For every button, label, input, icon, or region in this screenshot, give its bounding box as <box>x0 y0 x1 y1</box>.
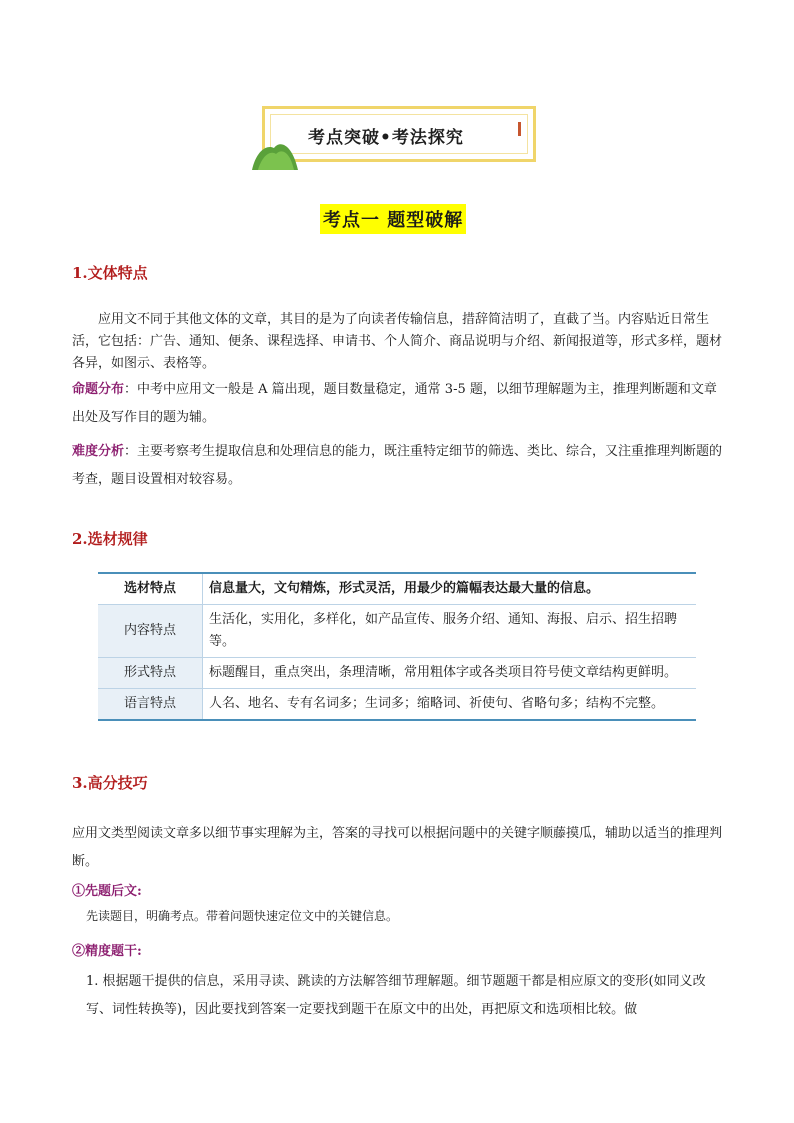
tips-intro: 应用文类型阅读文章多以细节事实理解为主，答案的寻找可以根据问题中的关键字顺藤摸瓜，辅助以适当的推理判断。 <box>72 826 723 869</box>
table-row <box>98 605 696 658</box>
tip1-label: ①先题后文: <box>72 884 142 899</box>
tip2-number: 1. <box>86 974 99 989</box>
heading-material-rules: 2.选材规律 <box>72 530 148 548</box>
table-row <box>98 658 696 689</box>
heading-style-features: 1.文体特点 <box>72 264 148 282</box>
tip2-item <box>86 968 726 1024</box>
table-row <box>98 689 696 721</box>
table-row <box>98 573 696 605</box>
difficulty-analysis-label: 难度分析 <box>72 444 125 459</box>
heading-scoring-tips: 3.高分技巧 <box>72 774 148 792</box>
difficulty-analysis-text: ：主要考察考生提取信息和处理信息的能力，既注重特定细节的筛选、类比、综合，又注重推理判断题的考查，题目设置相对较容易。 <box>72 444 723 487</box>
table-value: 人名、地名、专有名词多；生词多；缩略词、祈使句、省略句多；结构不完整。 <box>203 689 697 721</box>
exam-distribution-text: ：中考中应用文一般是 A 篇出现，题目数量稳定，通常 3-5 题，以细节理解题为主，推理判断题和文章出处及写作目的题为辅。 <box>72 382 717 425</box>
section-title: 考点一 题型破解 <box>320 204 466 234</box>
exam-distribution <box>72 376 724 432</box>
table-value: 生活化，实用化，多样化，如产品宣传、服务介绍、通知、海报、启示、招生招聘等。 <box>203 605 697 658</box>
tip1-text: 先读题目，明确考点。带着问题快速定位文中的关键信息。 <box>86 909 399 923</box>
banner-title: 考点突破•考法探究 <box>308 128 464 148</box>
table-key: 形式特点 <box>98 658 203 689</box>
difficulty-analysis <box>72 438 724 494</box>
table-value: 信息量大，文句精炼，形式灵活，用最少的篇幅表达最大量的信息。 <box>203 573 697 605</box>
banner-accent-mark <box>518 122 521 136</box>
table-value: 标题醒目，重点突出，条理清晰，常用粗体字或各类项目符号使文章结构更鲜明。 <box>203 658 697 689</box>
section-banner <box>252 104 540 166</box>
table-key: 选材特点 <box>98 573 203 605</box>
tip2-text: 根据题干提供的信息，采用寻读、跳读的方法解答细节理解题。细节题题干都是相应原文的变形(如同义改写、词性转换等)，因此要找到答案一定要找到题干在原文中的出处，再把原文和选项相比较。做 <box>86 974 706 1017</box>
tip2-label: ②精度题干: <box>72 944 142 959</box>
style-intro: 应用文不同于其他文体的文章，其目的是为了向读者传输信息，措辞简洁明了，直截了当。内容贴近日常生活，它包括：广告、通知、便条、课程选择、申请书、个人简介、商品说明与介绍、新闻报道等，形式多样，题材各异，如图示、表格等。 <box>72 312 723 371</box>
table-key: 内容特点 <box>98 605 203 658</box>
table-key: 语言特点 <box>98 689 203 721</box>
hills-icon <box>252 138 300 170</box>
features-table <box>98 572 696 721</box>
exam-distribution-label: 命题分布 <box>72 382 125 397</box>
